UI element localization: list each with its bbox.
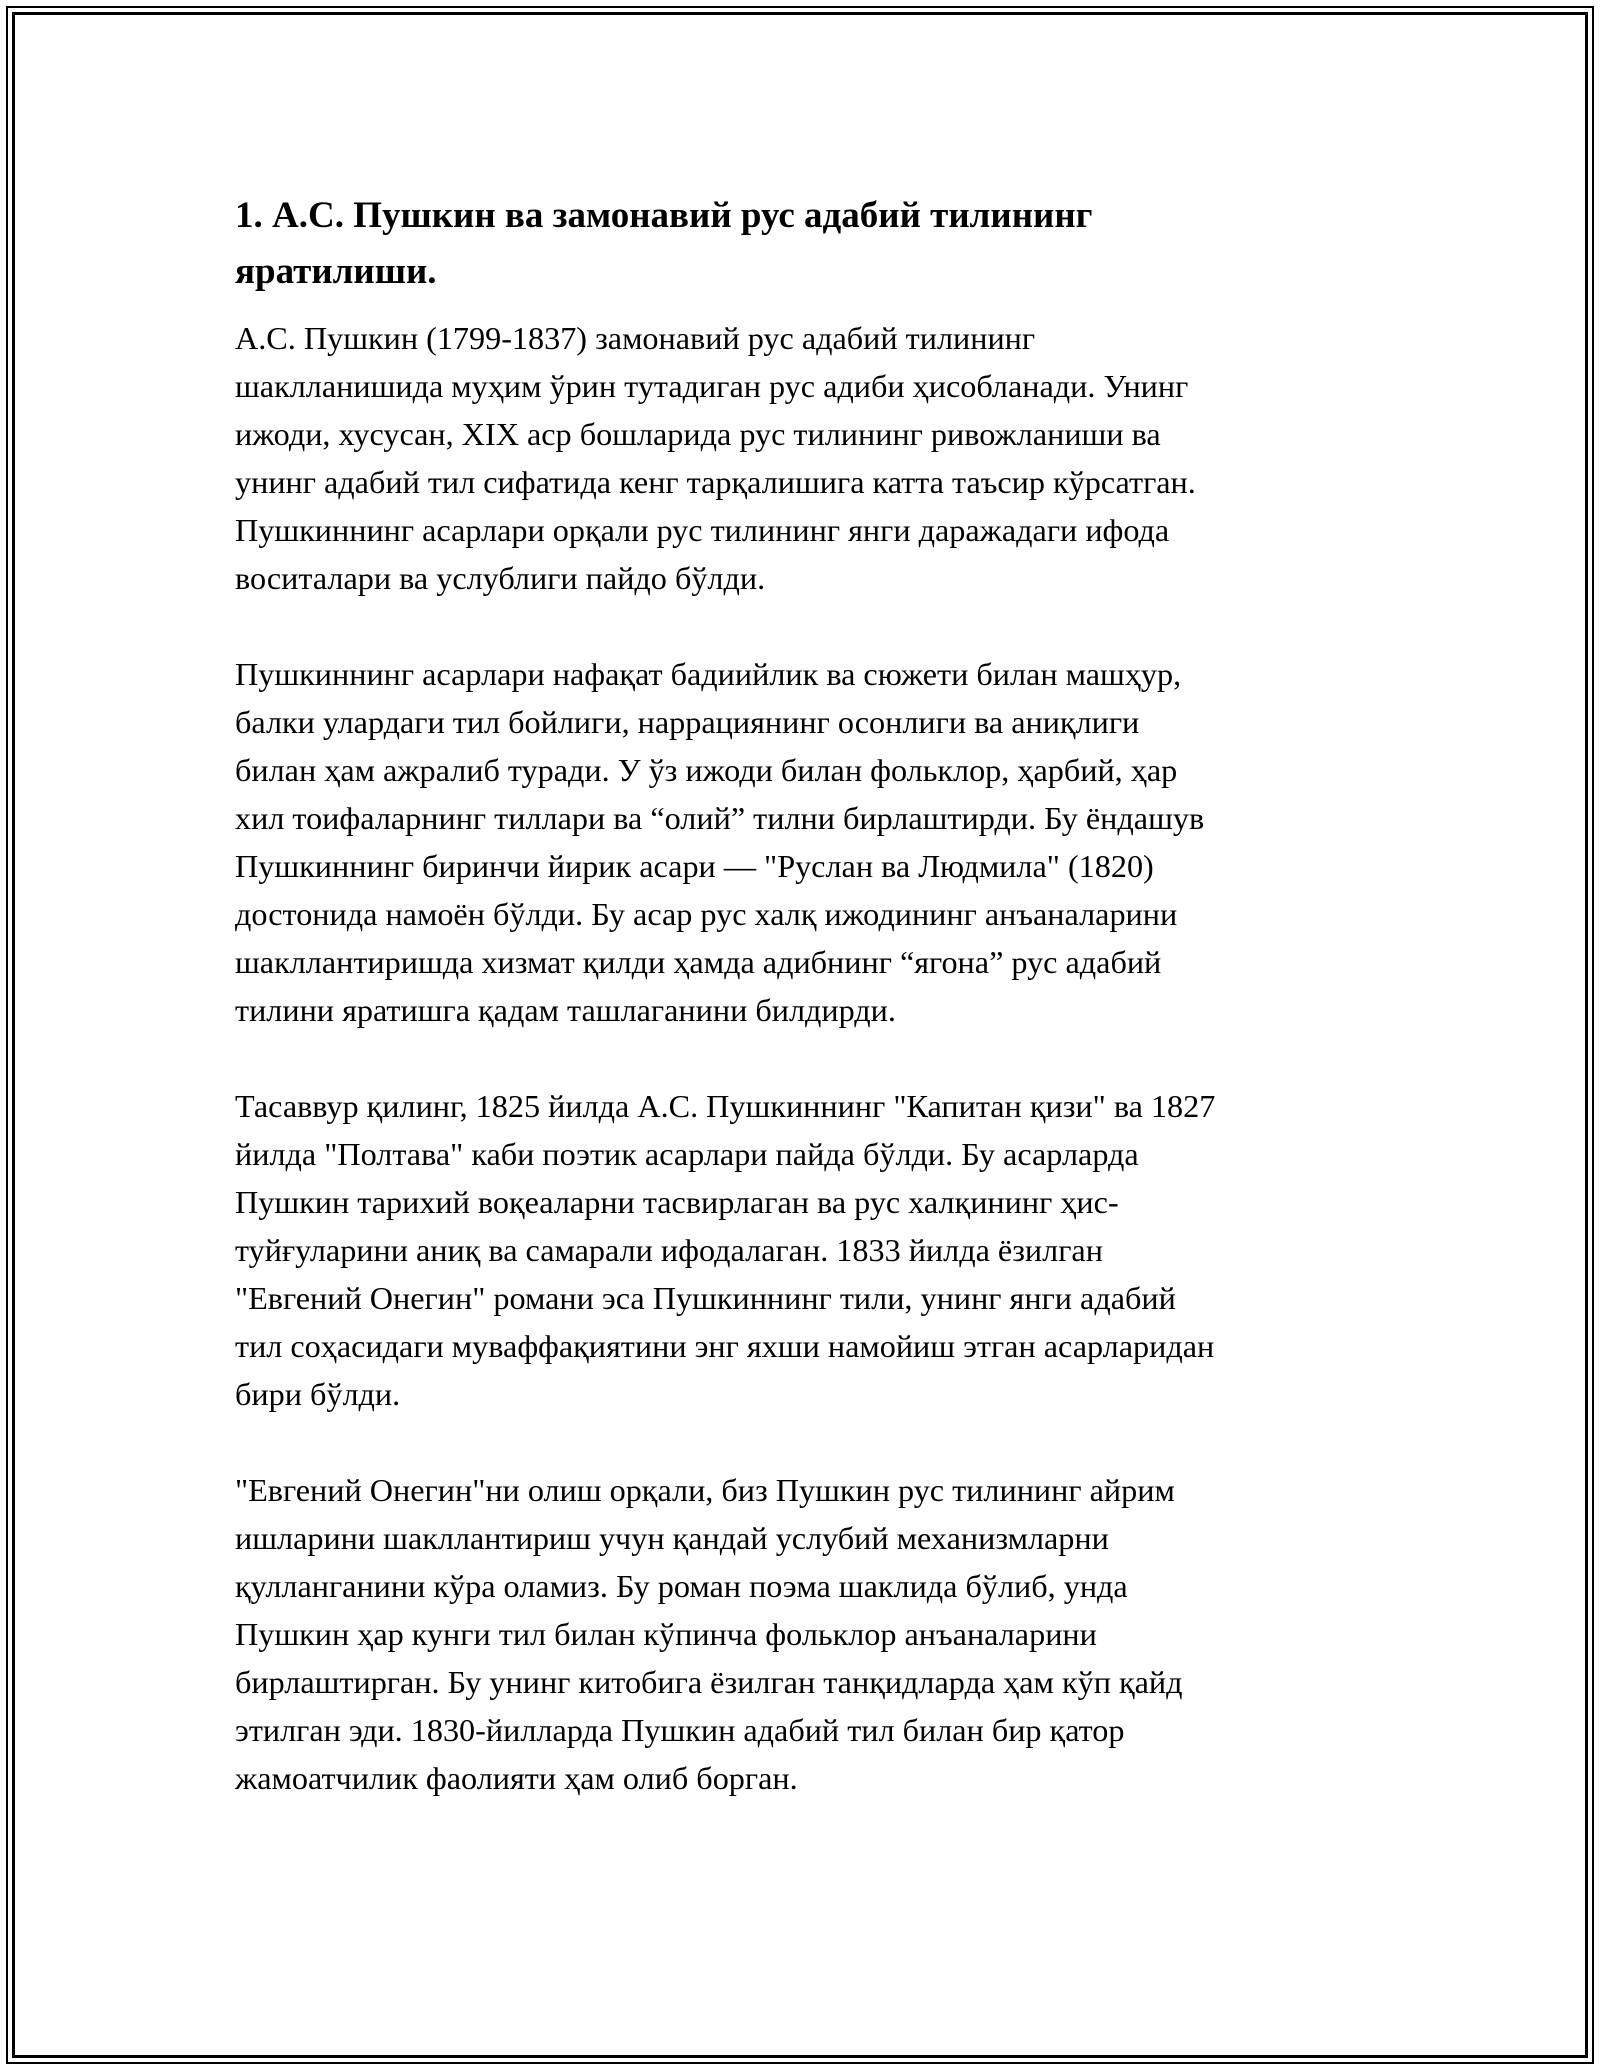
paragraph-3: Тасаввур қилинг, 1825 йилда А.С. Пушкиннинг "Капитан қизи" ва 1827 йилда "Полтава" каби поэтик асарлари пайда бўлди. Бу асарларда Пушкин тарихий воқеаларни тасвирлаган ва рус халқининг ҳис- туйғуларини аниқ ва самарали ифодалаган. 1833 йилда ёзилган "Евгений Онегин" романи эса Пушкиннинг тили, унинг янги адабий тил соҳасидаги муваффақиятини энг яхши намойиш этган асарларидан бири бўлди. xyxy=(235,1088,1216,1412)
paragraph-4: "Евгений Онегин"ни олиш орқали, биз Пушкин рус тилининг айрим ишларини шакллантириш учун қандай услубий механизмларни қулланганини кўра оламиз. Бу роман поэма шаклида бўлиб, унда Пушкин ҳар кунги тил билан кўпинча фольклор анъаналарини бирлаштирган. Бу унинг китобига ёзилган танқидларда ҳам кўп қайд этилган эди. 1830-йилларда Пушкин адабий тил билан бир қатор жамоатчилик фаолияти ҳам олиб борган. xyxy=(235,1472,1183,1796)
document-body xyxy=(235,188,1385,1850)
paragraph-2: Пушкиннинг асарлари нафақат бадиийлик ва сюжети билан машҳур, балки улардаги тил бойлиги, наррациянинг осонлиги ва аниқлиги билан ҳам ажралиб туради. У ўз ижоди билан фольклор, ҳарбий, ҳар хил тоифаларнинг тиллари ва “олий” тилни бирлаштирди. Бу ёндашув Пушкиннинг биринчи йирик асари — "Руслан ва Людмила" (1820) достонида намоён бўлди. Бу асар рус халқ ижодининг анъаналарини шакллантиришда хизмат қилди ҳамда адибнинг “ягона” рус адабий тилини яратишга қадам ташлаганини билдирди. xyxy=(235,656,1205,1028)
paragraph-1: А.С. Пушкин (1799-1837) замонавий рус адабий тилининг шаклланишида муҳим ўрин тутадиган рус адиби ҳисобланади. Унинг ижоди, хусусан, XIX аср бошларида рус тилининг ривожланиши ва унинг адабий тил сифатида кенг тарқалишига катта таъсир кўрсатган. Пушкиннинг асарлари орқали рус тилининг янги даражадаги ифода воситалари ва услублиги пайдо бўлди. xyxy=(235,320,1196,596)
section-heading: 1. А.С. Пушкин ва замонавий рус адабий тилининг яратилиши. xyxy=(235,195,1093,292)
